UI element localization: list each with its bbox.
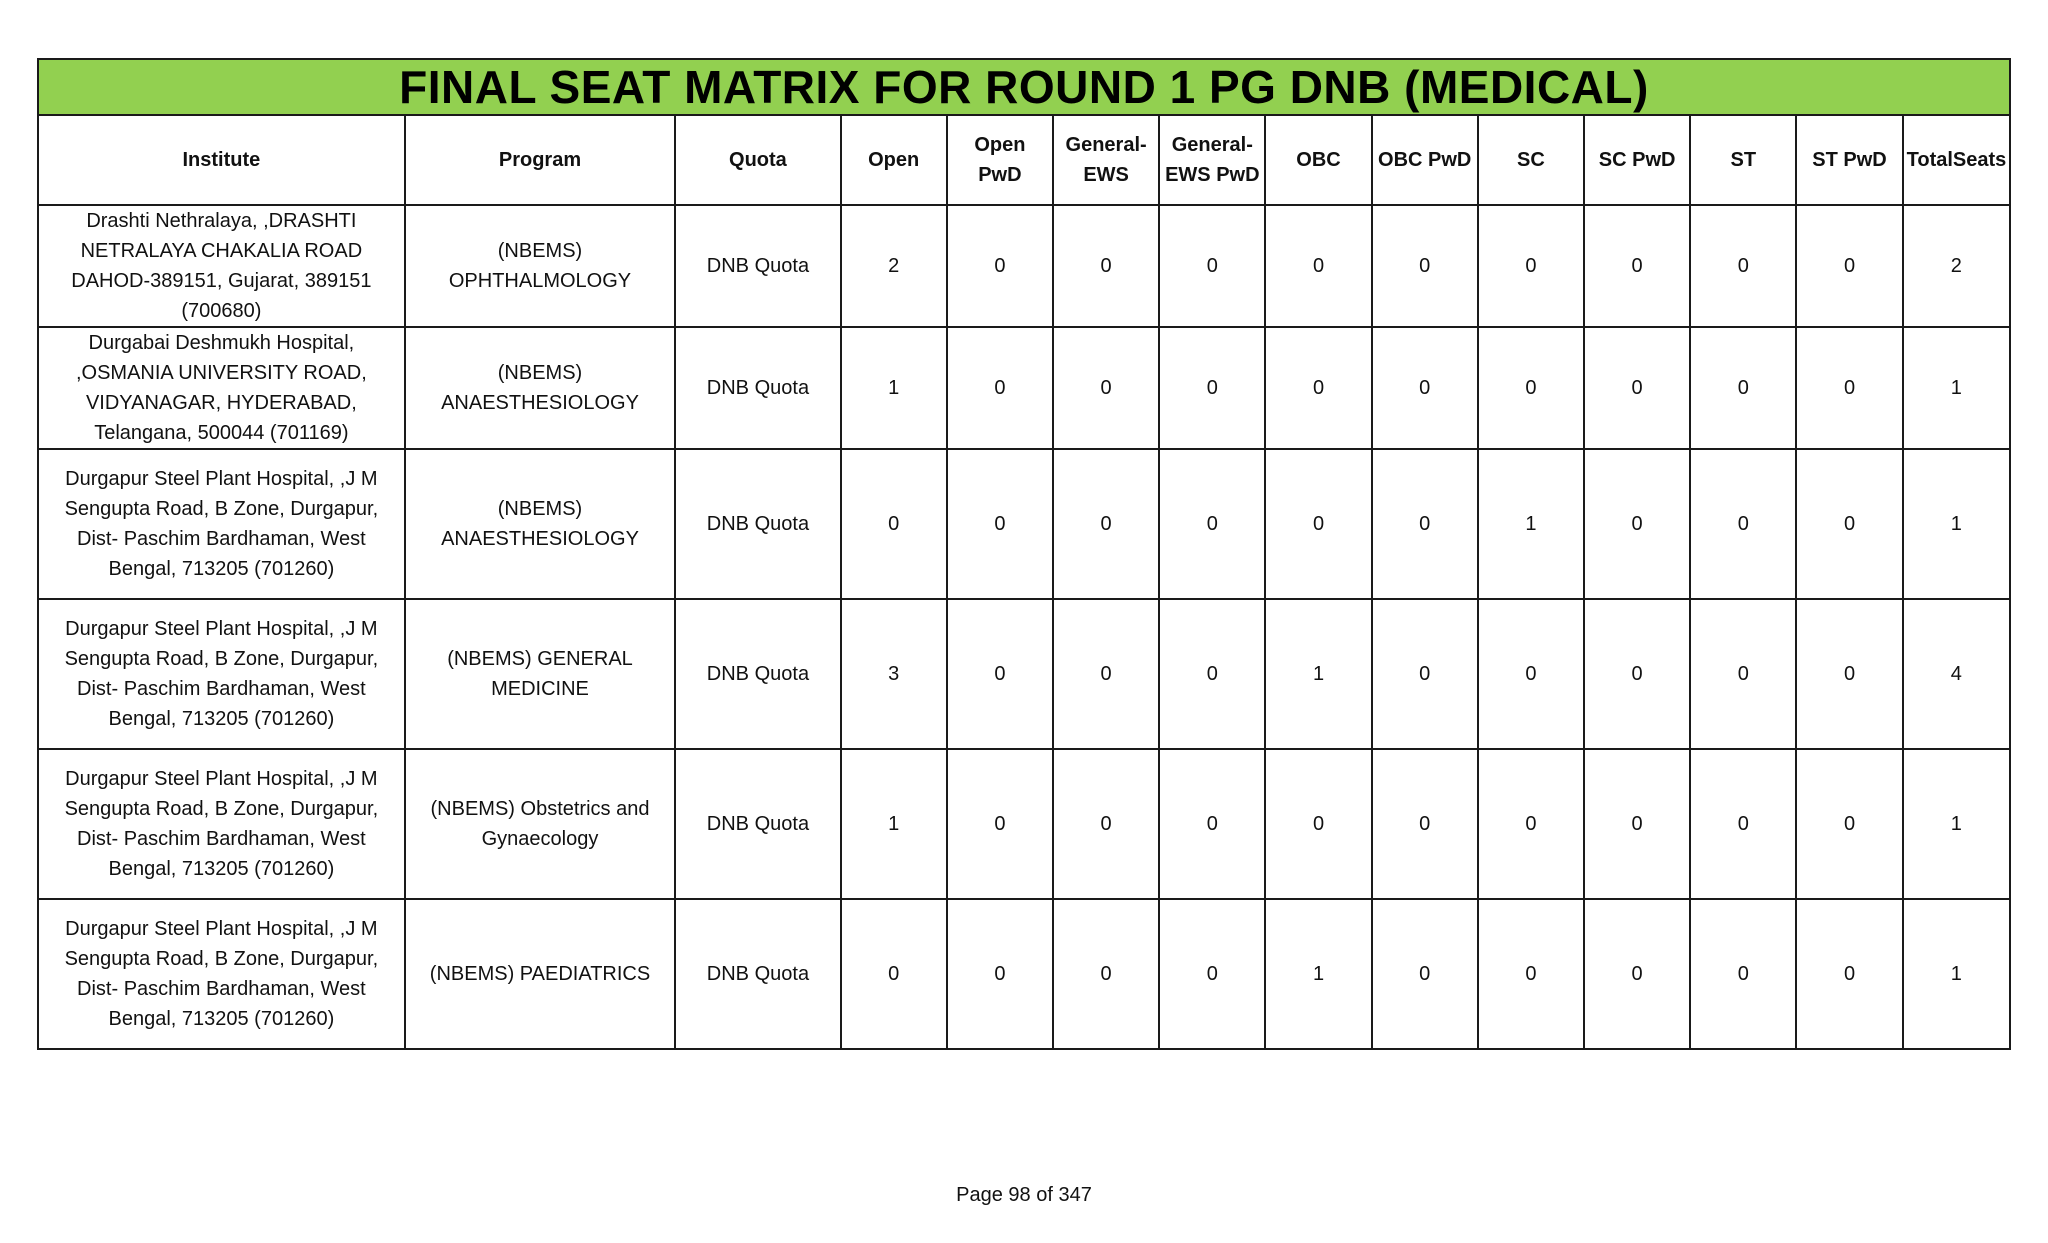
column-header: Open PwD (947, 115, 1053, 205)
seat-count-cell: 0 (1584, 899, 1690, 1049)
seat-count-cell: 1 (1478, 449, 1584, 599)
seat-count-cell: 0 (1265, 205, 1371, 327)
table-row (38, 327, 2010, 449)
seat-count-cell: 0 (1690, 899, 1796, 1049)
seat-count-cell: 0 (1690, 449, 1796, 599)
quota-cell: DNB Quota (675, 205, 840, 327)
seat-count-cell: 1 (1903, 327, 2010, 449)
seat-count-cell: 0 (1584, 599, 1690, 749)
column-header: Open (841, 115, 947, 205)
seat-count-cell: 0 (1053, 599, 1159, 749)
seat-count-cell: 0 (1159, 899, 1265, 1049)
table-row (38, 599, 2010, 749)
seat-count-cell: 4 (1903, 599, 2010, 749)
seat-count-cell: 0 (1690, 205, 1796, 327)
seat-count-cell: 1 (1903, 749, 2010, 899)
institute-cell: Durgapur Steel Plant Hospital, ,J M Sengupta Road, B Zone, Durgapur, Dist- Paschim Bardhaman, West Bengal, 713205 (701260) (38, 749, 405, 899)
seat-count-cell: 1 (1903, 449, 2010, 599)
quota-cell: DNB Quota (675, 449, 840, 599)
seat-count-cell: 0 (1796, 899, 1902, 1049)
institute-cell: Durgapur Steel Plant Hospital, ,J M Sengupta Road, B Zone, Durgapur, Dist- Paschim Bardhaman, West Bengal, 713205 (701260) (38, 599, 405, 749)
column-header: TotalSeats (1903, 115, 2010, 205)
seat-count-cell: 0 (1690, 327, 1796, 449)
seat-count-cell: 0 (1159, 327, 1265, 449)
column-header: OBC (1265, 115, 1371, 205)
seat-count-cell: 0 (947, 449, 1053, 599)
seat-count-cell: 0 (1372, 599, 1478, 749)
program-cell: (NBEMS) OPHTHALMOLOGY (405, 205, 676, 327)
seat-count-cell: 0 (1796, 749, 1902, 899)
seat-count-cell: 0 (1690, 749, 1796, 899)
seat-count-cell: 0 (1584, 327, 1690, 449)
seat-count-cell: 0 (1372, 327, 1478, 449)
seat-count-cell: 0 (1478, 899, 1584, 1049)
column-header: Institute (38, 115, 405, 205)
seat-matrix-table (37, 58, 2011, 1050)
seat-count-cell: 0 (1478, 599, 1584, 749)
seat-count-cell: 0 (1159, 449, 1265, 599)
seat-count-cell: 0 (1796, 449, 1902, 599)
quota-cell: DNB Quota (675, 749, 840, 899)
column-header: ST (1690, 115, 1796, 205)
seat-count-cell: 0 (1478, 205, 1584, 327)
seat-count-cell: 1 (1265, 899, 1371, 1049)
table-row (38, 205, 2010, 327)
seat-count-cell: 0 (947, 599, 1053, 749)
institute-cell: Durgapur Steel Plant Hospital, ,J M Sengupta Road, B Zone, Durgapur, Dist- Paschim Bardhaman, West Bengal, 713205 (701260) (38, 449, 405, 599)
column-header: General-EWS PwD (1159, 115, 1265, 205)
seat-count-cell: 0 (947, 327, 1053, 449)
seat-count-cell: 0 (1796, 205, 1902, 327)
seat-count-cell: 0 (841, 899, 947, 1049)
seat-count-cell: 0 (1584, 205, 1690, 327)
seat-count-cell: 1 (841, 749, 947, 899)
seat-count-cell: 0 (1584, 749, 1690, 899)
program-cell: (NBEMS) PAEDIATRICS (405, 899, 676, 1049)
column-header: General-EWS (1053, 115, 1159, 205)
page-title: FINAL SEAT MATRIX FOR ROUND 1 PG DNB (MEDICAL) (38, 59, 2010, 115)
table-row (38, 899, 2010, 1049)
column-header: SC (1478, 115, 1584, 205)
seat-count-cell: 0 (1372, 449, 1478, 599)
seat-count-cell: 0 (1159, 599, 1265, 749)
seat-count-cell: 0 (1265, 327, 1371, 449)
seat-count-cell: 0 (1372, 899, 1478, 1049)
table-body (38, 205, 2010, 1049)
program-cell: (NBEMS) ANAESTHESIOLOGY (405, 449, 676, 599)
page-number: Page 98 of 347 (956, 1184, 1092, 1206)
seat-count-cell: 0 (1265, 749, 1371, 899)
seat-count-cell: 0 (841, 449, 947, 599)
column-header: SC PwD (1584, 115, 1690, 205)
quota-cell: DNB Quota (675, 327, 840, 449)
program-cell: (NBEMS) Obstetrics and Gynaecology (405, 749, 676, 899)
institute-cell: Drashti Nethralaya, ,DRASHTI NETRALAYA CHAKALIA ROAD DAHOD-389151, Gujarat, 389151 (700680) (38, 205, 405, 327)
seat-count-cell: 0 (1690, 599, 1796, 749)
seat-count-cell: 0 (1478, 327, 1584, 449)
seat-count-cell: 1 (1903, 899, 2010, 1049)
seat-count-cell: 0 (1796, 327, 1902, 449)
table-row (38, 749, 2010, 899)
seat-count-cell: 0 (1053, 749, 1159, 899)
institute-cell: Durgapur Steel Plant Hospital, ,J M Sengupta Road, B Zone, Durgapur, Dist- Paschim Bardhaman, West Bengal, 713205 (701260) (38, 899, 405, 1049)
seat-count-cell: 0 (1053, 205, 1159, 327)
seat-count-cell: 0 (1159, 205, 1265, 327)
column-header: Quota (675, 115, 840, 205)
quota-cell: DNB Quota (675, 899, 840, 1049)
column-header: Program (405, 115, 676, 205)
seat-count-cell: 2 (1903, 205, 2010, 327)
quota-cell: DNB Quota (675, 599, 840, 749)
seat-count-cell: 0 (1478, 749, 1584, 899)
seat-count-cell: 0 (1372, 749, 1478, 899)
seat-count-cell: 0 (1159, 749, 1265, 899)
seat-count-cell: 0 (1796, 599, 1902, 749)
seat-count-cell: 0 (1584, 449, 1690, 599)
seat-count-cell: 0 (947, 749, 1053, 899)
seat-count-cell: 0 (947, 899, 1053, 1049)
seat-count-cell: 3 (841, 599, 947, 749)
institute-cell: Durgabai Deshmukh Hospital, ,OSMANIA UNIVERSITY ROAD, VIDYANAGAR, HYDERABAD, Telangana, 500044 (701169) (38, 327, 405, 449)
seat-count-cell: 2 (841, 205, 947, 327)
seat-count-cell: 0 (1053, 327, 1159, 449)
seat-count-cell: 1 (841, 327, 947, 449)
table-row (38, 449, 2010, 599)
program-cell: (NBEMS) GENERAL MEDICINE (405, 599, 676, 749)
program-cell: (NBEMS) ANAESTHESIOLOGY (405, 327, 676, 449)
column-header: OBC PwD (1372, 115, 1478, 205)
seat-count-cell: 1 (1265, 599, 1371, 749)
seat-count-cell: 0 (947, 205, 1053, 327)
seat-count-cell: 0 (1265, 449, 1371, 599)
table-header-row (38, 115, 2010, 205)
seat-count-cell: 0 (1372, 205, 1478, 327)
column-header: ST PwD (1796, 115, 1902, 205)
seat-count-cell: 0 (1053, 899, 1159, 1049)
seat-count-cell: 0 (1053, 449, 1159, 599)
